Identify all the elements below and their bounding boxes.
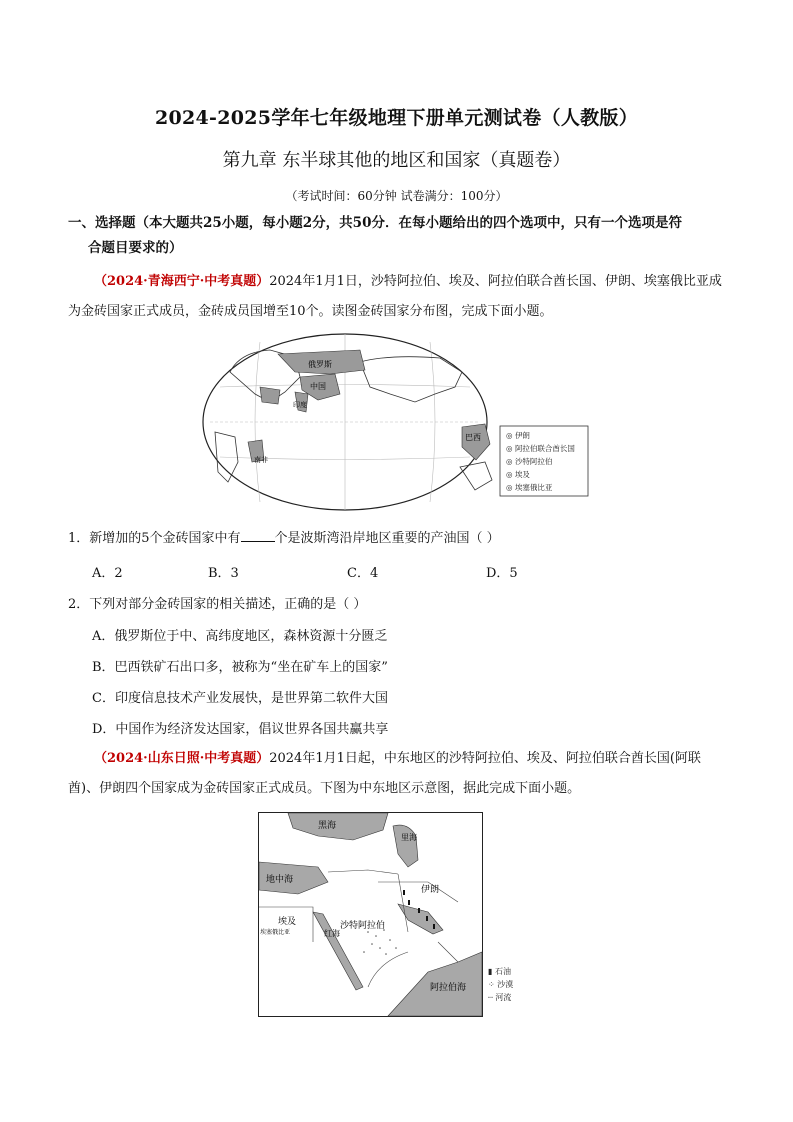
source-tag: （2024·青海西宁·中考真题） <box>94 274 270 289</box>
label-iran: 伊朗 <box>421 885 440 895</box>
page-title: 2024-2025学年七年级地理下册单元测试卷（人教版） <box>154 107 639 129</box>
page-subtitle: 第九章 东半球其他的地区和国家（真题卷） <box>222 150 571 171</box>
legend-oil: 石油 <box>494 967 511 976</box>
label-caspian: 里海 <box>401 833 417 842</box>
legend-item-egypt: 埃及 <box>514 470 530 479</box>
legend-marker-1: ◎ <box>506 431 515 440</box>
map-label-china: 中国 <box>310 382 326 391</box>
q1-option-b[interactable]: B．3 <box>208 566 239 581</box>
legend-item-saudi: 沙特阿拉伯 <box>514 457 553 466</box>
svg-text:◎ 埃塞俄比亚 <box>506 482 553 492</box>
source-tag-2: （2024·山东日照·中考真题） <box>94 751 270 766</box>
legend-river-marker: ┈ <box>488 993 496 1002</box>
svg-text:◎ 沙特阿拉伯 <box>506 456 553 466</box>
section-heading-line1: 一、选择题（本大题共25小题，每小题2分，共50分．在每小题给出的四个选项中，只有一个选项是符 <box>68 215 682 231</box>
legend-desert: 沙漠 <box>497 980 514 989</box>
question-2-stem: 2．下列对部分金砖国家的相关描述，正确的是（ ） <box>68 597 367 612</box>
map-label-brazil: 巴西 <box>465 433 481 442</box>
q2-option-b[interactable]: B．巴西铁矿石出口多，被称为“坐在矿车上的国家” <box>92 660 388 675</box>
label-mediterranean: 地中海 <box>266 875 294 885</box>
middle-east-map <box>258 812 528 1017</box>
label-ethiopia: 埃塞俄比亚 <box>260 929 291 936</box>
q1-option-c[interactable]: C．4 <box>347 566 379 581</box>
map-label-india: 印度 <box>293 401 307 409</box>
legend-river: 河流 <box>495 993 512 1002</box>
q1-option-d[interactable]: D．5 <box>486 566 518 581</box>
question-1 <box>68 527 500 546</box>
legend-marker-2: ◎ <box>506 444 515 453</box>
legend-item-ethiopia: 埃塞俄比亚 <box>514 483 553 492</box>
label-egypt: 埃及 <box>278 917 297 927</box>
svg-text:⁘ 沙漠 <box>488 979 513 989</box>
legend-oil-marker: ▮ <box>488 967 495 976</box>
label-black-sea: 黑海 <box>318 821 337 831</box>
exam-info: （考试时间：60分钟 试卷满分：100分） <box>285 189 508 203</box>
svg-text:◎ 伊朗 <box>506 430 530 440</box>
passage-text: 2024年1月1日，沙特阿拉伯、埃及、阿拉伯联合酋长国、伊朗、埃塞俄比亚成为金砖国家正式成员，金砖成员国增至10个。读图金砖国家分布图，完成下面小题。 <box>68 274 722 319</box>
label-red-sea: 红海 <box>324 929 340 938</box>
label-arabian-sea: 阿拉伯海 <box>430 983 467 993</box>
map2-legend <box>488 966 513 1002</box>
map-label-russia: 俄罗斯 <box>308 360 332 369</box>
middle-east-region <box>260 387 280 404</box>
label-saudi: 沙特阿拉伯 <box>340 921 386 931</box>
passage-2-text: 2024年1月1日起，中东地区的沙特阿拉伯、埃及、阿拉伯联合酋长国(阿联酋)、伊朗四个国家成为金砖国家正式成员。下图为中东地区示意图，据此完成下面小题。 <box>68 751 701 796</box>
passage-2 <box>68 744 728 804</box>
legend-marker-5: ◎ <box>506 483 515 492</box>
brics-world-map <box>200 332 592 514</box>
section-heading-line2: 合题目要求的） <box>88 240 183 256</box>
section-heading <box>68 211 728 261</box>
map-label-south-africa: 南非 <box>254 456 268 464</box>
q1-option-a[interactable]: A．2 <box>92 566 123 581</box>
legend-marker-4: ◎ <box>506 470 515 479</box>
legend-item-uae: 阿拉伯联合酋长国 <box>514 444 575 453</box>
q2-option-d[interactable]: D．中国作为经济发达国家，倡议世界各国共赢共享 <box>92 722 389 737</box>
svg-text:◎ 阿拉伯联合酋长国 <box>506 443 575 453</box>
svg-text:┈ 河流 <box>488 992 511 1002</box>
answer-blank <box>241 541 275 542</box>
legend-marker-3: ◎ <box>506 457 515 466</box>
svg-text:◎ 埃及 <box>506 469 530 479</box>
legend-item-iran: 伊朗 <box>514 431 530 440</box>
question-1-stem-a: 1．新增加的5个金砖国家中有 <box>68 531 241 546</box>
legend-desert-marker: ⁘ <box>488 980 498 989</box>
q2-option-c[interactable]: C．印度信息技术产业发展快，是世界第二软件大国 <box>92 691 388 706</box>
question-1-stem-b: 个是波斯湾沿岸地区重要的产油国（ ） <box>274 531 500 546</box>
svg-text:▮ 石油 <box>488 966 511 976</box>
passage-1 <box>68 267 728 327</box>
q2-option-a[interactable]: A．俄罗斯位于中、高纬度地区，森林资源十分匮乏 <box>92 629 388 644</box>
